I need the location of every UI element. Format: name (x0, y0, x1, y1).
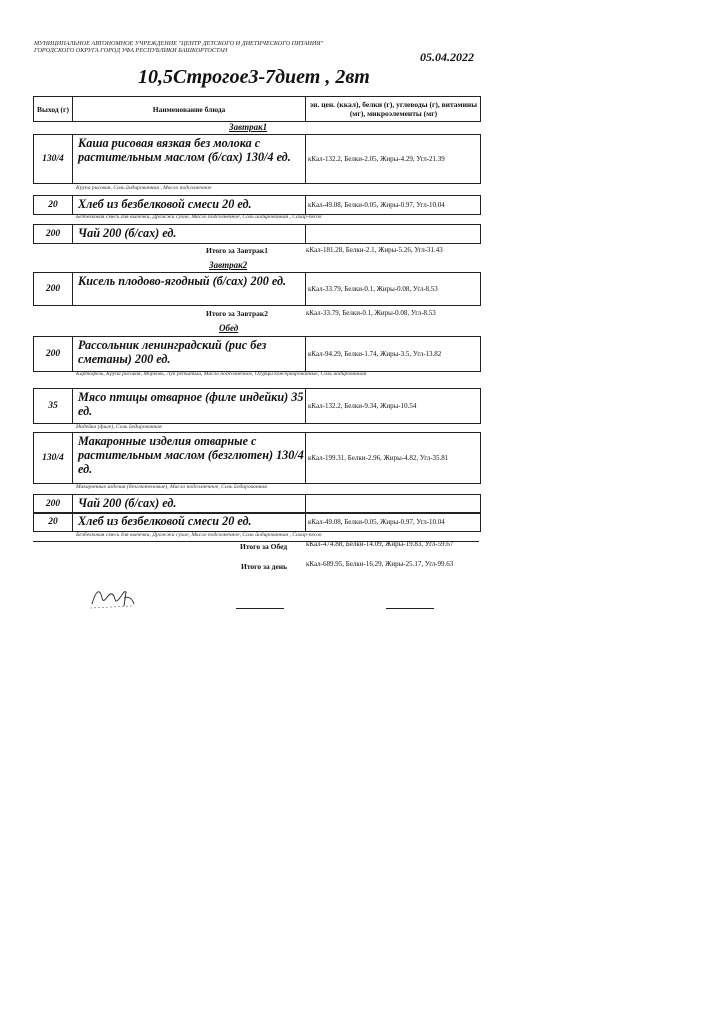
dish-nutrition (305, 225, 482, 243)
dish-name: Мясо птицы отварное (филе индейки) 35 ед. (78, 390, 304, 418)
total-breakfast-1-value: кКал-181.28, Белки-2.1, Жиры-5.26, Угл-31.43 (306, 246, 443, 254)
dish-qty: 200 (34, 337, 73, 371)
dish-nutrition: кКал-199.31, Белки-2.96, Жиры-4.82, Угл-35.81 (305, 433, 482, 483)
dish-qty: 200 (34, 225, 73, 243)
menu-date: 05.04.2022 (420, 50, 474, 64)
dish-qty: 35 (34, 389, 73, 423)
dish-row (33, 512, 481, 532)
dish-name: Хлеб из безбелковой смеси 20 ед. (78, 514, 252, 528)
column-nutrition-header: эн. цен. (ккал), белки (г), углеводы (г), витамины (мг), микроэлементы (мг) (305, 97, 481, 121)
dish-row (33, 272, 481, 306)
dish-qty: 130/4 (34, 433, 73, 483)
total-breakfast-1-label: Итого за Завтрак1 (206, 246, 268, 255)
dish-qty: 20 (34, 513, 73, 531)
menu-title: 10,5Строгое3-7диет , 2вт (138, 66, 370, 88)
total-day-value: кКал-689.95, Белки-16.29, Жиры-25.17, Угл-99.63 (306, 560, 454, 568)
signature-line (236, 608, 284, 609)
dish-row (33, 432, 481, 484)
total-breakfast-2-value: кКал-33.79, Белки-0.1, Жиры-0.08, Угл-8.53 (306, 309, 436, 317)
dish-name: Каша рисовая вязкая без молока с растительным маслом (б/сах) 130/4 ед. (78, 136, 291, 164)
dish-name: Чай 200 (б/сах) ед. (78, 226, 177, 240)
dish-ingredients: Крупа рисовая, Соль йодированная , Масло подсолнечное (76, 185, 212, 191)
dish-name: Хлеб из безбелковой смеси 20 ед. (78, 197, 252, 211)
total-breakfast-2-label: Итого за Завтрак2 (206, 309, 268, 318)
organization-name: МУНИЦИПАЛЬНОЕ АВТОНОМНОЕ УЧРЕЖДЕНИЕ "ЦЕНТР ДЕТСКОГО И ДИЕТИЧЕСКОГО ПИТАНИЯ" ГОРОДСКОГО ОКРУГА ГОРОД УФА РЕСПУБЛИКИ БАШКОРТОСТАН (34, 40, 324, 55)
dish-ingredients: Безбелковая смесь для выпечки, Дрожжи сухие, Масло подсолнечное, Соль йодированная , Сахар-песок (76, 214, 322, 220)
signature (88, 584, 136, 612)
dish-row (33, 134, 481, 184)
total-lunch-label: Итого за Обед (240, 542, 288, 551)
dish-row (33, 224, 481, 244)
dish-qty: 200 (34, 495, 73, 513)
dish-name: Кисель плодово-ягодный (б/сах) 200 ед. (78, 274, 287, 288)
dish-nutrition: кКал-132.2, Белки-9.34, Жиры-10.54 (305, 389, 482, 423)
dish-row (33, 195, 481, 215)
dish-ingredients: Безбелковая смесь для выпечки, Дрожжи сухие, Масло подсолнечное, Соль йодированная , Сахар-песок (76, 532, 322, 538)
dish-nutrition: кКал-33.79, Белки-0.1, Жиры-0.08, Угл-8.53 (305, 273, 482, 305)
signature-line (386, 608, 434, 609)
dish-name: Чай 200 (б/сах) ед. (78, 496, 177, 510)
dish-name: Макаронные изделия отварные с растительным маслом (безглютен) 130/4 ед. (78, 434, 304, 476)
column-qty-header: Выход (г) (34, 97, 73, 121)
dish-nutrition: кКал-94.29, Белки-1.74, Жиры-3.5, Угл-13.82 (305, 337, 482, 371)
section-breakfast-2: Завтрак2 (209, 260, 248, 270)
dish-qty: 130/4 (34, 135, 73, 183)
section-breakfast-1: Завтрак1 (229, 122, 268, 132)
dish-ingredients: Картофель, Крупа рисовая, Морковь, Лук репчатый, Масло подсолнечное, Огурцы консервированные, Соль йодированная (76, 371, 367, 377)
column-name-header: Наименование блюда (152, 104, 226, 114)
total-day-label: Итого за день (241, 562, 288, 571)
dish-name: Рассольник ленинградский (рис без сметаны) 200 ед. (78, 338, 267, 366)
dish-row (33, 388, 481, 424)
section-lunch: Обед (219, 323, 239, 333)
dish-nutrition: кКал-132.2, Белки-2.05, Жиры-4.29, Угл-21.39 (305, 135, 482, 183)
table-header (33, 96, 481, 122)
dish-nutrition: кКал-49.08, Белки-0.05, Жиры-0.97, Угл-10.04 (305, 196, 482, 214)
dish-row (33, 336, 481, 372)
dish-row (33, 494, 481, 514)
dish-ingredients: Макаронные изделия (безглютеновые), Масло подсолнечное, Соль йодированная (76, 484, 267, 490)
total-lunch-value: кКал-474.88, Белки-14.09, Жиры-19.83, Угл-59.67 (306, 540, 454, 548)
dish-nutrition: кКал-49.08, Белки-0.05, Жиры-0.97, Угл-10.04 (305, 513, 482, 531)
dish-ingredients: Индейка (филе), Соль йодированная (76, 424, 162, 430)
dish-qty: 20 (34, 196, 73, 214)
dish-nutrition (305, 495, 482, 513)
dish-qty: 200 (34, 273, 73, 305)
